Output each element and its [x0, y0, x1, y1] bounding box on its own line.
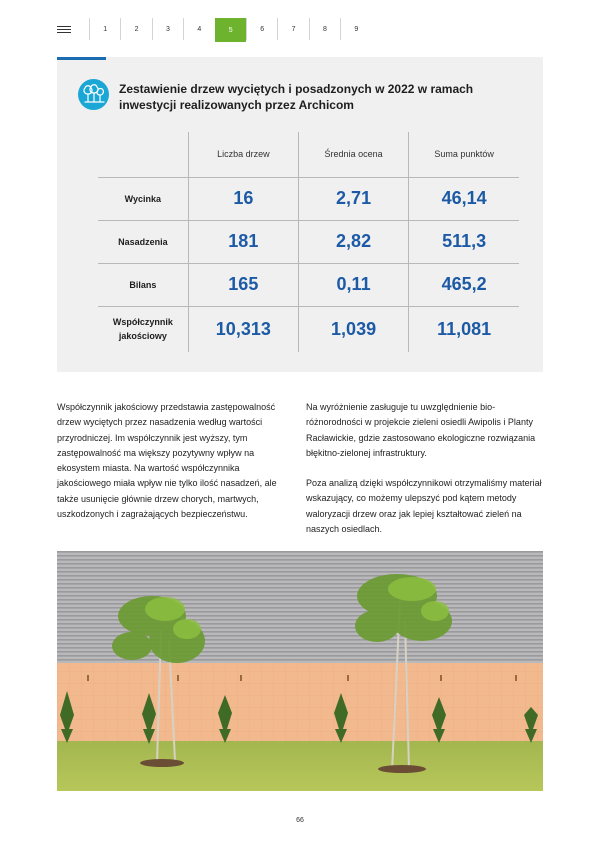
body-text-right — [306, 400, 543, 537]
table-row — [98, 177, 519, 220]
table-row — [98, 306, 519, 352]
paragraph: Na wyróżnienie zasługuje tu uwzględnienie bioróżnorodności w projekcie zieleni osiedli Awipolis i Planty Racławickie, gdzie zastosowano ekologiczne rozwiązania błękitno-zielonej infrastruktury. — [306, 402, 536, 458]
page-link-1[interactable]: 1 — [89, 18, 120, 40]
column-header: Średnia ocena — [298, 132, 408, 177]
table-cell: 165 — [188, 263, 298, 306]
body-text-left — [57, 400, 292, 522]
table-cell: 2,71 — [298, 177, 408, 220]
young-trees-photo — [57, 551, 543, 791]
column-header: Liczba drzew — [188, 132, 298, 177]
page-link-5[interactable]: 5 — [215, 18, 246, 42]
trees-icon — [78, 79, 109, 110]
page-link-2[interactable]: 2 — [120, 18, 151, 40]
table-header-row — [98, 132, 519, 177]
menu-icon[interactable] — [57, 26, 71, 34]
row-label: Bilans — [98, 263, 188, 306]
column-header: Suma punktów — [409, 132, 519, 177]
table-cell: 2,82 — [298, 220, 408, 263]
page-link-7[interactable]: 7 — [277, 18, 308, 40]
panel-title: Zestawienie drzew wyciętych i posadzonych w 2022 w ramach inwestycji realizowanych przez Archicom — [119, 82, 474, 112]
table-cell: 181 — [188, 220, 298, 263]
page-link-4[interactable]: 4 — [183, 18, 214, 40]
table-cell: 11,081 — [409, 306, 519, 352]
page-pagination — [89, 18, 372, 40]
paragraph: Współczynnik jakościowy przedstawia zastępowalność drzew wyciętych przez nasadzenia według wartości przyrodniczej. Im współczynnik jest wyższy, tym zastępowalność ma większy pozytywny wpływ na ekosystem miasta. Na wartość współczynnika jakościowego miała wpływ nie tylko ilość nasadzeń, ale także usunięcie głównie drzew chorych, martwych, uszkodzonych i zagrażających bezpieczeństwu. — [57, 402, 277, 520]
table-cell: 511,3 — [409, 220, 519, 263]
page-link-6[interactable]: 6 — [246, 18, 277, 40]
panel-accent-bar — [57, 57, 106, 60]
table-cell: 16 — [188, 177, 298, 220]
page-link-3[interactable]: 3 — [152, 18, 183, 40]
page-number: 66 — [296, 817, 304, 824]
table-cell: 10,313 — [188, 306, 298, 352]
table-cell: 1,039 — [298, 306, 408, 352]
tree-summary-table — [98, 132, 519, 352]
page-link-9[interactable]: 9 — [340, 18, 371, 40]
table-row — [98, 220, 519, 263]
row-label: Nasadzenia — [98, 220, 188, 263]
top-navigation — [0, 0, 600, 42]
table-corner — [98, 132, 188, 177]
table-cell: 0,11 — [298, 263, 408, 306]
table-row — [98, 263, 519, 306]
table-cell: 46,14 — [409, 177, 519, 220]
row-label: Współczynnik jakościowy — [98, 306, 188, 352]
page-link-8[interactable]: 8 — [309, 18, 340, 40]
tree-summary-panel — [57, 57, 543, 372]
table-cell: 465,2 — [409, 263, 519, 306]
row-label: Wycinka — [98, 177, 188, 220]
paragraph: Poza analizą dzięki współczynnikowi otrzymaliśmy materiał wskazujący, co możemy ulepszyć pod kątem metody waloryzacji drzew oraz jak lepiej kształtować zieleń na naszych osiedlach. — [306, 478, 542, 535]
